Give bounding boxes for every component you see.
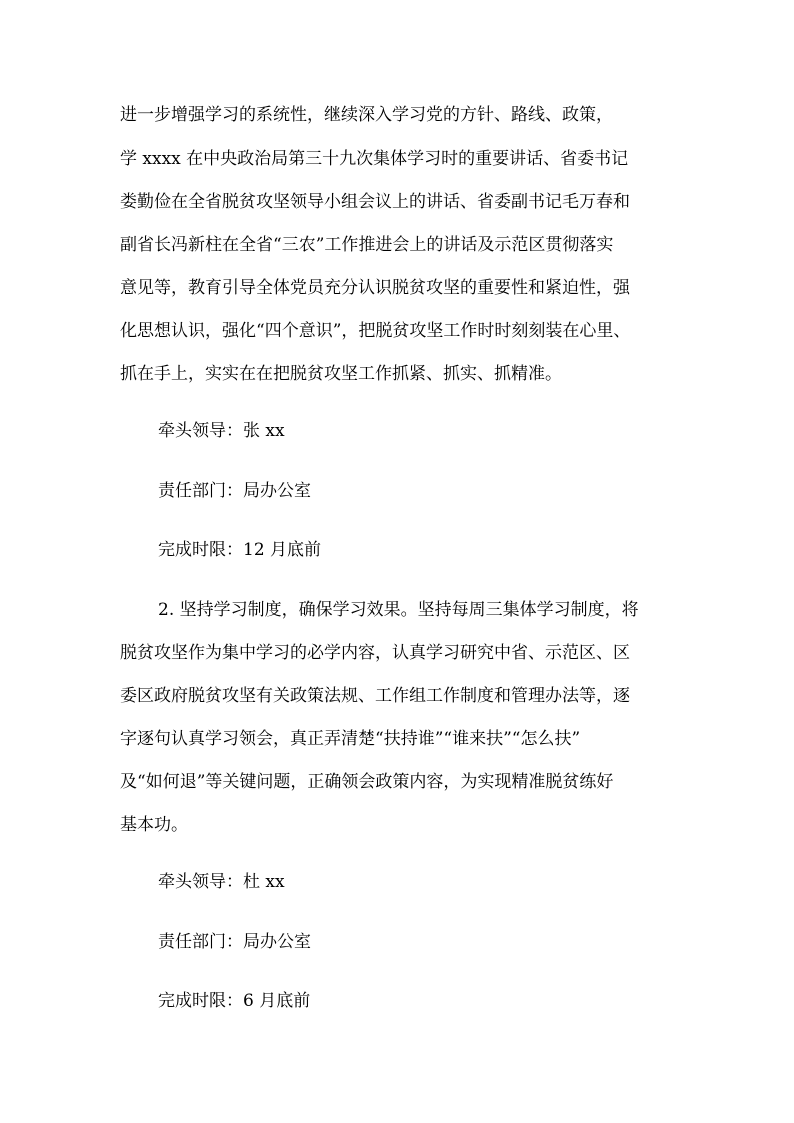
lead-leader-1: 牵头领导：张 xx: [158, 421, 285, 441]
paragraph1-line-1: 进一步增强学习的系统性，继续深入学习党的方针、路线、政策，: [120, 105, 613, 125]
paragraph1-line-7: 抓在手上，实实在在把脱贫攻坚工作抓紧、抓实、抓精准。: [120, 364, 562, 384]
paragraph2-line-2: 脱贫攻坚作为集中学习的必学内容，认真学习研究中省、示范区、区: [120, 643, 630, 663]
paragraph1-line-3: 娄勤俭在全省脱贫攻坚领导小组会议上的讲话、省委副书记毛万春和: [120, 192, 630, 212]
paragraph1-line-6: 化思想认识，强化“四个意识”，把脱贫攻坚工作时时刻刻装在心里、: [120, 321, 631, 341]
paragraph1-line-4: 副省长冯新柱在全省“三农”工作推进会上的讲话及示范区贯彻落实: [120, 235, 614, 255]
paragraph2-line-6: 基本功。: [120, 815, 188, 835]
responsible-dept-1: 责任部门：局办公室: [158, 481, 311, 501]
paragraph1-line-2: 学 xxxx 在中央政治局第三十九次集体学习时的重要讲话、省委书记: [120, 149, 629, 169]
lead-leader-2: 牵头领导：杜 xx: [158, 872, 285, 892]
deadline-1: 完成时限：12 月底前: [158, 540, 322, 560]
deadline-2: 完成时限：6 月底前: [158, 991, 311, 1011]
responsible-dept-2: 责任部门：局办公室: [158, 932, 311, 952]
paragraph2-line-3: 委区政府脱贫攻坚有关政策法规、工作组工作制度和管理办法等，逐: [120, 686, 630, 706]
paragraph2-line-4: 字逐句认真学习领会，真正弄清楚“扶持谁”“谁来扶”“怎么扶”: [120, 729, 581, 749]
paragraph2-line-1: 2. 坚持学习制度，确保学习效果。坚持每周三集体学习制度，将: [158, 600, 639, 620]
paragraph1-line-5: 意见等，教育引导全体党员充分认识脱贫攻坚的重要性和紧迫性，强: [120, 278, 630, 298]
paragraph2-line-5: 及“如何退”等关键问题，正确领会政策内容，为实现精准脱贫练好: [120, 772, 614, 792]
